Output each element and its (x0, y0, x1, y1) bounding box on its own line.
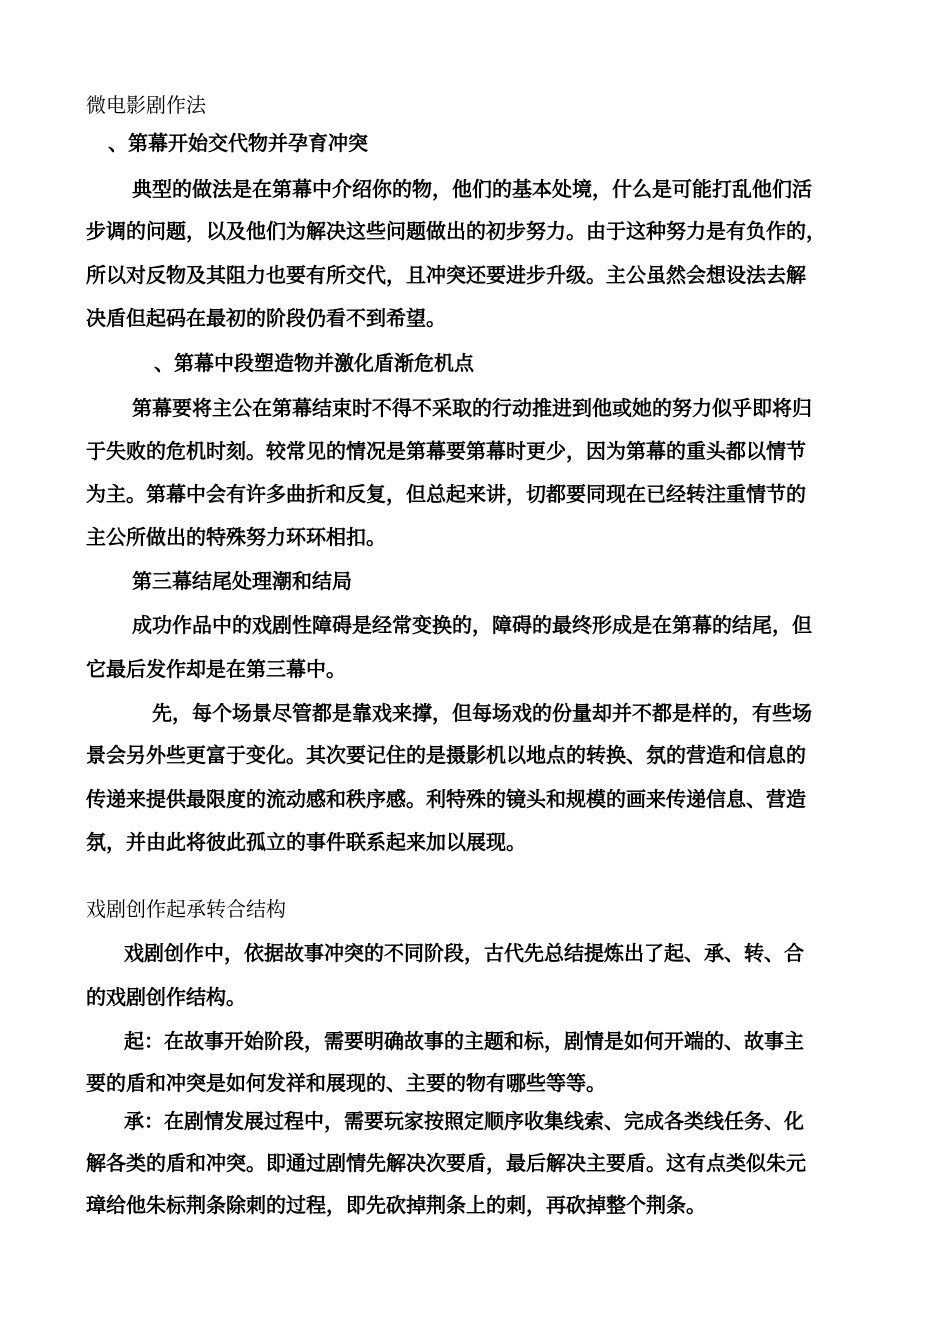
paragraph-5-line-2: 的戏剧创作结构。 (86, 985, 246, 1009)
paragraph-6-line-2: 要的盾和冲突是如何发祥和展现的、主要的物有哪些等等。 (86, 1071, 606, 1095)
paragraph-4-line-1: 先，每个场景尽管都是靠戏来撑，但每场戏的份量却并不都是样的，有些场 (152, 701, 812, 725)
page-title: 微电影剧作法 (86, 93, 206, 117)
paragraph-1-line-2: 步调的问题，以及他们为解决这些问题做出的初步努力。由于这种努力是有负作的， (86, 219, 826, 243)
paragraph-1-line-1: 典型的做法是在第幕中介绍你的物，他们的基本处境，什么是可能打乱他们活 (132, 177, 812, 201)
paragraph-4-line-4: 氛，并由此将彼此孤立的事件联系起来加以展现。 (86, 830, 526, 854)
paragraph-6-line-1: 起：在故事开始阶段，需要明确故事的主题和标，剧情是如何开端的、故事主 (124, 1029, 804, 1053)
section-heading-1: 、第幕开始交代物并孕育冲突 (108, 131, 368, 155)
paragraph-3-line-2: 它最后发作却是在第三幕中。 (86, 657, 346, 681)
section-heading-2: 、第幕中段塑造物并激化盾渐危机点 (154, 351, 474, 375)
paragraph-7-line-3: 璋给他朱标荆条除刺的过程，即先砍掉荆条上的刺，再砍掉整个荆条。 (86, 1193, 706, 1217)
paragraph-1-line-4: 决盾但起码在最初的阶段仍看不到希望。 (86, 306, 446, 330)
paragraph-5-line-1: 戏剧创作中，依据故事冲突的不同阶段，古代先总结提炼出了起、承、转、合 (124, 941, 804, 965)
paragraph-2-line-2: 于失败的危机时刻。较常见的情况是第幕要第幕时更少，因为第幕的重头都以情节 (86, 439, 806, 463)
paragraph-4-line-3: 传递来提供最限度的流动感和秩序感。利特殊的镜头和规模的画来传递信息、营造 (86, 787, 806, 811)
paragraph-3-line-1: 成功作品中的戏剧性障碍是经常变换的，障碍的最终形成是在第幕的结尾，但 (132, 613, 812, 637)
section-heading-3: 第三幕结尾处理潮和结局 (132, 569, 352, 593)
paragraph-1-line-3: 所以对反物及其阻力也要有所交代，且冲突还要进步升级。主公虽然会想设法去解 (86, 263, 806, 287)
paragraph-7-line-2: 解各类的盾和冲突。即通过剧情先解决次要盾，最后解决主要盾。这有点类似朱元 (86, 1151, 806, 1175)
paragraph-7-line-1: 承：在剧情发展过程中，需要玩家按照定顺序收集线索、完成各类线任务、化 (124, 1109, 804, 1133)
section-heading-4: 戏剧创作起承转合结构 (86, 897, 286, 921)
paragraph-2-line-4: 主公所做出的特殊努力环环相扣。 (86, 525, 386, 549)
paragraph-4-line-2: 景会另外些更富于变化。其次要记住的是摄影机以地点的转换、氛的营造和信息的 (86, 743, 806, 767)
paragraph-2-line-3: 为主。第幕中会有许多曲折和反复，但总起来讲，切都要同现在已经转注重情节的 (86, 482, 806, 506)
paragraph-2-line-1: 第幕要将主公在第幕结束时不得不采取的行动推进到他或她的努力似乎即将归 (132, 396, 812, 420)
